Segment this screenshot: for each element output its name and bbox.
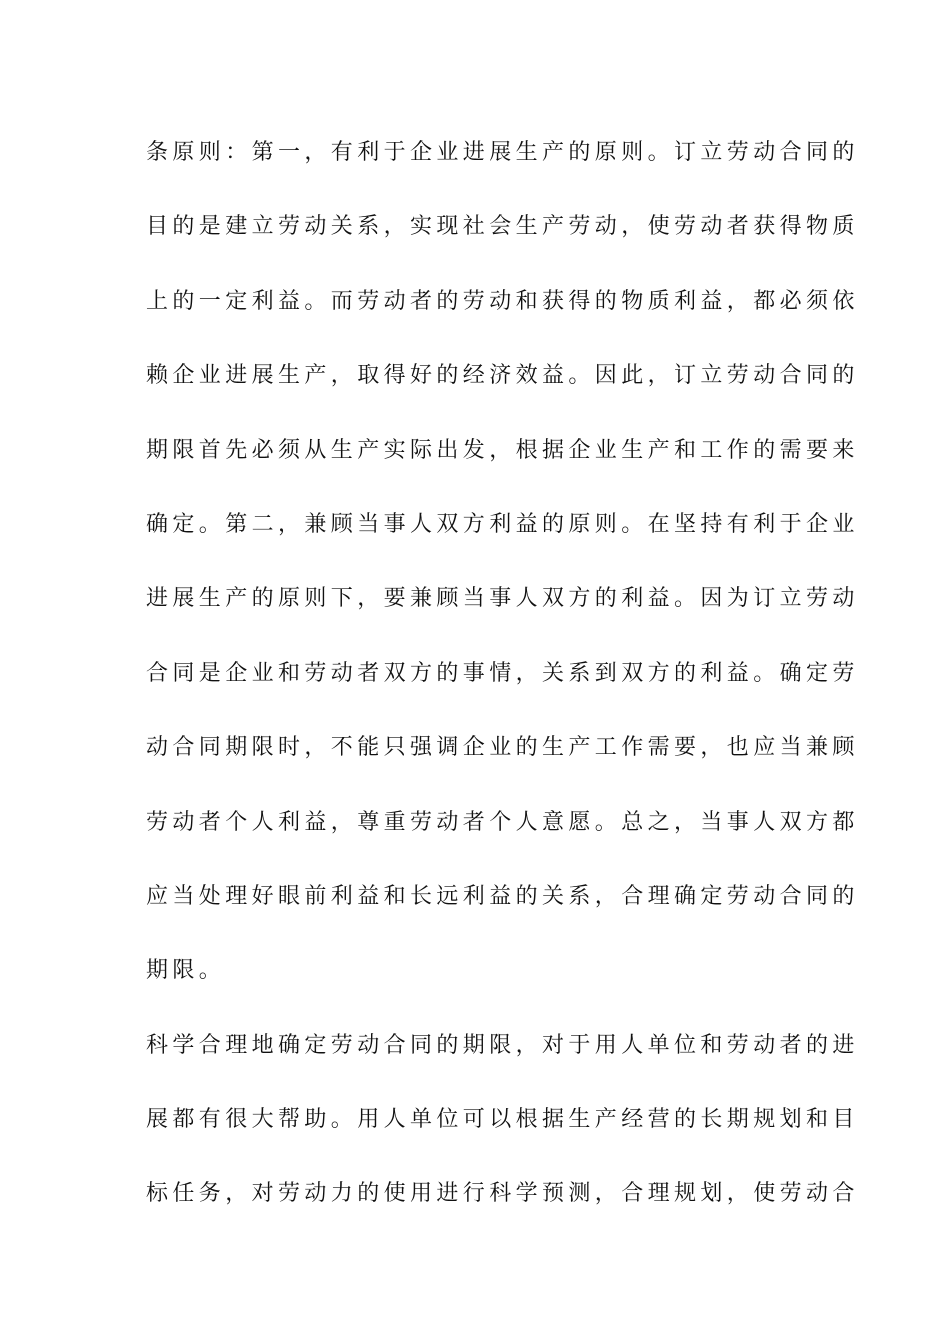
- text-line: 确定。第二，兼顾当事人双方利益的原则。在坚持有利于企业: [146, 511, 859, 537]
- text-line: 标任务，对劳动力的使用进行科学预测，合理规划，使劳动合: [146, 1181, 859, 1207]
- text-line: 期限。: [146, 958, 226, 984]
- text-line: 上的一定利益。而劳动者的劳动和获得的物质利益，都必须依: [146, 288, 859, 314]
- text-line: 科学合理地确定劳动合同的期限，对于用人单位和劳动者的进: [146, 1032, 859, 1058]
- body-text: [146, 128, 859, 1244]
- text-line: 赖企业进展生产，取得好的经济效益。因此，订立劳动合同的: [146, 363, 859, 389]
- text-line: 目的是建立劳动关系，实现社会生产劳动，使劳动者获得物质: [146, 214, 859, 240]
- text-line: 进展生产的原则下，要兼顾当事人双方的利益。因为订立劳动: [146, 586, 859, 612]
- text-line: 合同是企业和劳动者双方的事情，关系到双方的利益。确定劳: [146, 660, 859, 686]
- text-line: 应当处理好眼前利益和长远利益的关系，合理确定劳动合同的: [146, 883, 859, 909]
- text-line: 动合同期限时，不能只强调企业的生产工作需要，也应当兼顾: [146, 735, 859, 761]
- text-line: 展都有很大帮助。用人单位可以根据生产经营的长期规划和目: [146, 1107, 859, 1133]
- text-line: 劳动者个人利益，尊重劳动者个人意愿。总之，当事人双方都: [146, 809, 859, 835]
- text-line: 期限首先必须从生产实际出发，根据企业生产和工作的需要来: [146, 437, 859, 463]
- text-line: 条原则：第一，有利于企业进展生产的原则。订立劳动合同的: [146, 140, 859, 165]
